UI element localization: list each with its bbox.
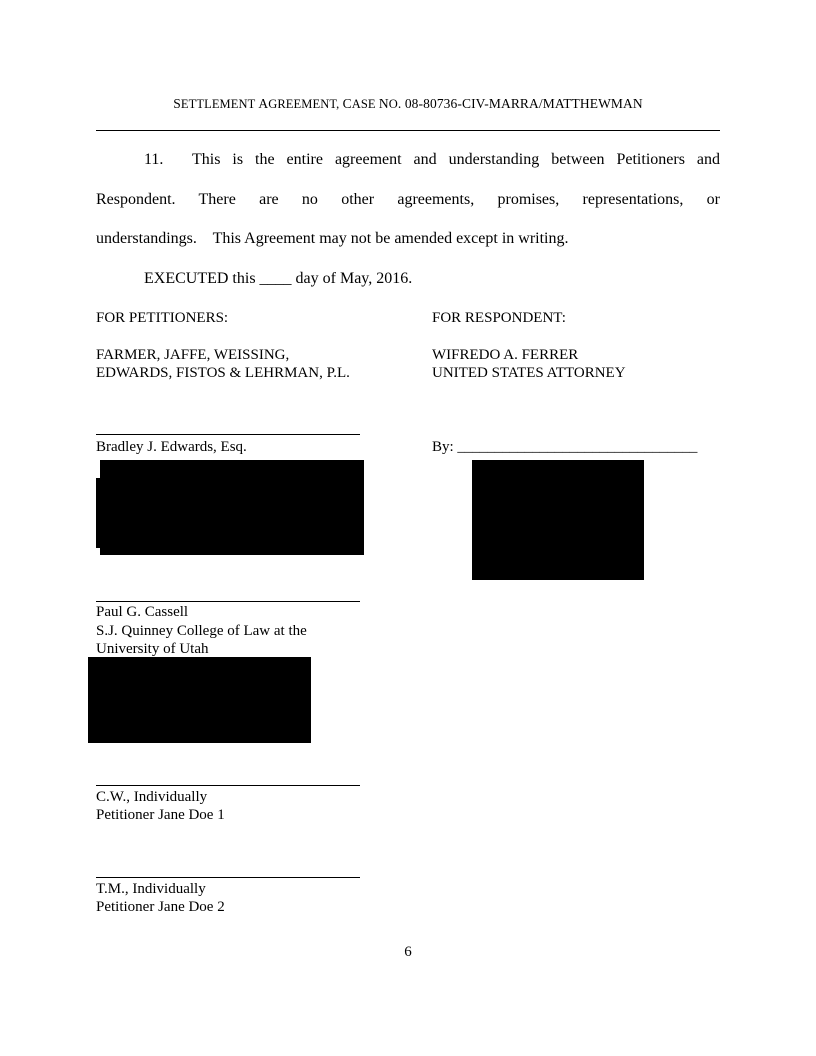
page-number: 6 xyxy=(404,944,412,960)
petitioners-heading: FOR PETITIONERS: xyxy=(96,310,229,326)
signature-line xyxy=(96,434,360,435)
header-text: C xyxy=(342,96,352,111)
paragraph-line: understandings. This Agreement may not be amended except in writing. xyxy=(96,230,569,247)
signer-name: Paul G. Cassell xyxy=(96,604,189,620)
header-text: ETTLEMENT xyxy=(180,97,256,111)
redaction-block xyxy=(472,460,644,580)
header-rule xyxy=(96,130,720,131)
redaction-block xyxy=(100,460,364,555)
attorney-name: WIFREDO A. FERRER xyxy=(432,347,579,363)
signer-role: Petitioner Jane Doe 1 xyxy=(96,807,225,823)
signer-name: Bradley J. Edwards, Esq. xyxy=(96,439,247,455)
header-text: O xyxy=(388,97,398,111)
firm-name-line: FARMER, JAFFE, WEISSING, xyxy=(96,347,290,363)
header-text: GREEMENT xyxy=(268,97,337,111)
respondent-heading: FOR RESPONDENT: xyxy=(432,310,566,326)
paragraph-line: This is the entire agreement and understanding between Petitioners and xyxy=(192,151,720,168)
header-text: ASE xyxy=(351,97,376,111)
by-signature-line: By: ________________________________ xyxy=(432,439,698,455)
signer-role: Petitioner Jane Doe 2 xyxy=(96,899,225,915)
signer-affiliation: S.J. Quinney College of Law at the xyxy=(96,623,307,639)
header-text: . 08-80736-CIV-MARRA/MATTHEWMAN xyxy=(397,96,643,111)
redaction-edge xyxy=(96,478,102,548)
signer-name: C.W., Individually xyxy=(96,789,208,805)
header-text: N xyxy=(378,96,389,111)
header-text: S xyxy=(173,96,181,111)
signature-line xyxy=(96,601,360,602)
attorney-title: UNITED STATES ATTORNEY xyxy=(432,365,626,381)
running-header: SETTLEMENT AGREEMENT, CASE NO. 08-80736-CIV-MARRA/MATTHEWMAN xyxy=(173,96,643,111)
signature-line xyxy=(96,877,360,878)
header-text: A xyxy=(258,96,269,111)
firm-name-line: EDWARDS, FISTOS & LEHRMAN, P.L. xyxy=(96,365,350,381)
paragraph-number: 11. xyxy=(144,151,164,168)
signature-line xyxy=(96,785,360,786)
executed-line: EXECUTED this ____ day of May, 2016. xyxy=(144,270,413,287)
redaction-block xyxy=(88,657,311,743)
paragraph-line: Respondent. There are no other agreements, promises, representations, or xyxy=(96,191,720,208)
signer-affiliation: University of Utah xyxy=(96,641,209,657)
signer-name: T.M., Individually xyxy=(96,881,206,897)
